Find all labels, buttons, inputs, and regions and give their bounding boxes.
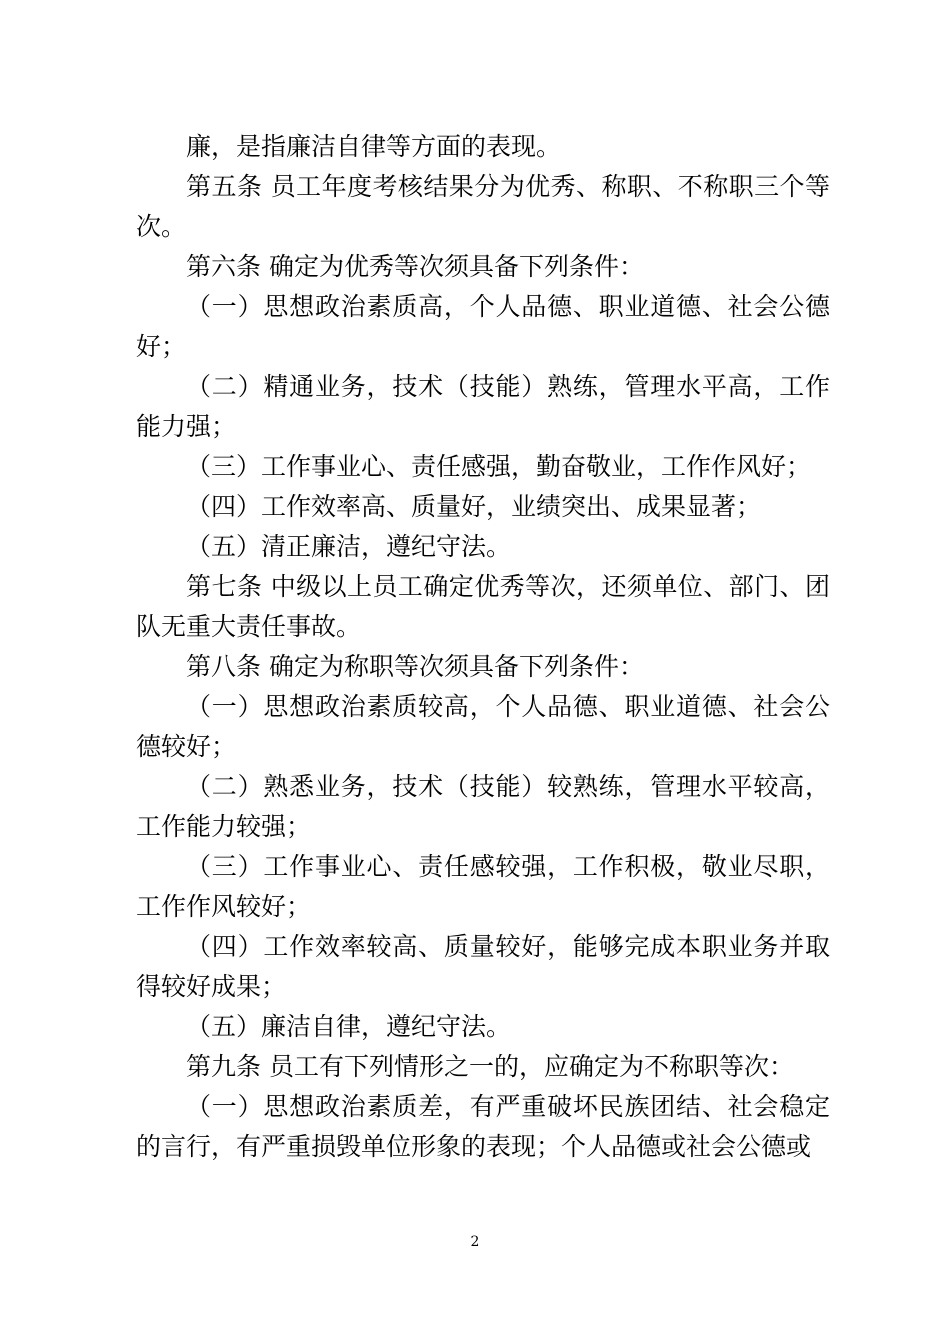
paragraph-article-8: 第八条 确定为称职等次须具备下列条件：: [186, 652, 644, 681]
paragraph-article-9: 第九条 员工有下列情形之一的，应确定为不称职等次：: [186, 1052, 794, 1081]
paragraph-article-6-item-2: （二）精通业务，技术（技能）熟练，管理水平高，工作能力强；: [136, 372, 830, 441]
paragraph-article-5: 第五条 员工年度考核结果分为优秀、称职、不称职三个等次。: [136, 172, 830, 241]
paragraph-article-8-item-3: （三）工作事业心、责任感较强，工作积极，敬业尽职，工作作风较好；: [136, 852, 830, 921]
paragraph-article-6: 第六条 确定为优秀等次须具备下列条件：: [186, 252, 644, 281]
page-number: 2: [470, 1234, 480, 1250]
paragraph-article-8-item-1: （一）思想政治素质较高，个人品德、职业道德、社会公德较好；: [136, 692, 830, 761]
paragraph-article-8-item-5: （五）廉洁自律，遵纪守法。: [186, 1012, 512, 1041]
paragraph-article-6-item-5: （五）清正廉洁，遵纪守法。: [186, 532, 512, 561]
paragraph-article-6-item-3: （三）工作事业心、责任感强，勤奋敬业，工作作风好；: [186, 452, 812, 481]
paragraph-article-8-item-4: （四）工作效率较高、质量较好，能够完成本职业务并取得较好成果；: [136, 932, 830, 1001]
paragraph-1: 廉，是指廉洁自律等方面的表现。: [186, 132, 562, 161]
paragraph-article-6-item-1: （一）思想政治素质高，个人品德、职业道德、社会公德好；: [136, 292, 830, 361]
document-body: [136, 127, 830, 1167]
paragraph-article-6-item-4: （四）工作效率高、质量好，业绩突出、成果显著；: [186, 492, 762, 521]
paragraph-article-8-item-2: （二）熟悉业务，技术（技能）较熟练，管理水平较高，工作能力较强；: [136, 772, 830, 841]
paragraph-article-7: 第七条 中级以上员工确定优秀等次，还须单位、部门、团队无重大责任事故。: [136, 572, 830, 641]
paragraph-article-9-item-1: （一）思想政治素质差，有严重破坏民族团结、社会稳定的言行，有严重损毁单位形象的表现；个人品德或社会公德或: [136, 1092, 830, 1161]
